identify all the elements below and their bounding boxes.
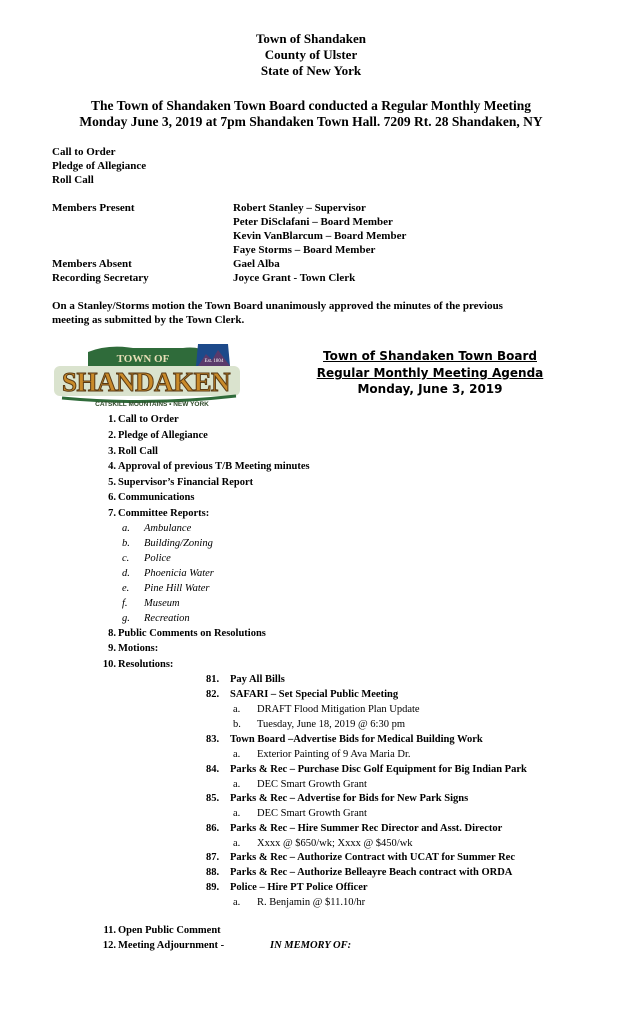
agenda-title-1: Town of Shandaken Town Board — [323, 349, 537, 363]
committee-item: e. Pine Hill Water — [122, 583, 210, 594]
opening-pledge: Pledge of Allegiance — [52, 160, 147, 172]
logo-badge — [196, 344, 230, 366]
shandaken-logo — [48, 340, 248, 414]
resolution-subitem: a. DRAFT Flood Mitigation Plan Update — [233, 704, 420, 715]
resolution-subitem: a. DEC Smart Growth Grant — [233, 779, 367, 790]
list-item: 11. Open Public Comment — [103, 925, 221, 936]
list-item: 12. Meeting Adjournment - — [102, 940, 225, 951]
list-item: 4. Approval of previous T/B Meeting minutes — [108, 461, 310, 472]
list-item: 10. Resolutions: — [102, 659, 174, 670]
meeting-title-line1: The Town of Shandaken Town Board conducted a Regular Monthly Meeting — [90, 98, 532, 113]
resolution-subitem: a. Xxxx @ $650/wk; Xxxx @ $450/wk — [233, 838, 413, 849]
motion-line1: On a Stanley/Storms motion the Town Board unanimously approved the minutes of the previous — [52, 300, 503, 312]
resolution-item: 88. Parks & Rec – Authorize Belleayre Beach contract with ORDA — [206, 867, 513, 878]
recording-secretary-label: Recording Secretary — [52, 272, 149, 284]
member-present: Peter DiSclafani – Board Member — [233, 216, 393, 228]
resolution-item: 89. Police – Hire PT Police Officer — [206, 882, 368, 893]
resolution-item: 87. Parks & Rec – Authorize Contract with UCAT for Summer Rec — [206, 852, 516, 863]
recording-secretary: Joyce Grant - Town Clerk — [233, 272, 356, 284]
committee-item: d. Phoenicia Water — [122, 568, 214, 579]
committee-item: a. Ambulance — [122, 523, 192, 534]
member-absent: Gael Alba — [233, 258, 280, 270]
county-name: County of Ulster — [264, 47, 358, 62]
list-item: 3. Roll Call — [108, 446, 158, 457]
resolution-item: 81. Pay All Bills — [206, 674, 285, 685]
members-absent-label: Members Absent — [52, 258, 132, 270]
committee-item: b. Building/Zoning — [122, 538, 213, 549]
logo-bottom-text: CATSKILL MOUNTAINS • NEW YORK — [95, 401, 209, 408]
opening-call-to-order: Call to Order — [52, 146, 116, 158]
list-item: 2. Pledge of Allegiance — [108, 430, 208, 441]
resolution-item: 84. Parks & Rec – Purchase Disc Golf Equipment for Big Indian Park — [206, 764, 527, 775]
logo-name: SHANDAKEN — [61, 367, 231, 397]
agenda-title-2: Regular Monthly Meeting Agenda — [316, 366, 544, 380]
list-item: 9. Motions: — [108, 643, 159, 654]
resolution-subitem: a. R. Benjamin @ $11.10/hr — [233, 897, 366, 908]
town-name: Town of Shandaken — [255, 31, 367, 46]
in-memory-of: IN MEMORY OF: — [270, 940, 352, 951]
resolution-subitem: a. Exterior Painting of 9 Ava Maria Dr. — [233, 749, 411, 760]
agenda-date: Monday, June 3, 2019 — [357, 382, 503, 396]
resolution-subitem: b. Tuesday, June 18, 2019 @ 6:30 pm — [233, 719, 406, 730]
opening-roll-call: Roll Call — [52, 174, 94, 186]
resolution-item: 82. SAFARI – Set Special Public Meeting — [206, 689, 399, 700]
logo-top-text: TOWN OF — [116, 353, 170, 365]
list-item: 6. Communications — [108, 492, 195, 503]
members-present-label: Members Present — [52, 202, 135, 214]
resolution-item: 86. Parks & Rec – Hire Summer Rec Director and Asst. Director — [206, 823, 503, 834]
committee-item: c. Police — [122, 553, 171, 564]
resolution-item: 83. Town Board –Advertise Bids for Medical Building Work — [206, 734, 483, 745]
meeting-title-line2: Monday June 3, 2019 at 7pm Shandaken Town Hall. 7209 Rt. 28 Shandaken, NY — [79, 114, 543, 129]
list-item: 7. Committee Reports: — [108, 508, 210, 519]
logo-badge-text: Est. 1804 — [204, 359, 224, 364]
resolution-item: 85. Parks & Rec – Advertise for Bids for New Park Signs — [206, 793, 469, 804]
list-item: 1. Call to Order — [108, 414, 179, 425]
member-present: Kevin VanBlarcum – Board Member — [233, 230, 407, 242]
committee-item: f. Museum — [122, 598, 180, 609]
motion-line2: meeting as submitted by the Town Clerk. — [52, 314, 245, 326]
member-present: Faye Storms – Board Member — [233, 244, 376, 256]
state-name: State of New York — [260, 63, 362, 78]
committee-item: g. Recreation — [122, 613, 190, 624]
member-present: Robert Stanley – Supervisor — [233, 202, 366, 214]
list-item: 8. Public Comments on Resolutions — [108, 628, 266, 639]
list-item: 5. Supervisor’s Financial Report — [108, 477, 254, 488]
resolution-subitem: a. DEC Smart Growth Grant — [233, 808, 367, 819]
